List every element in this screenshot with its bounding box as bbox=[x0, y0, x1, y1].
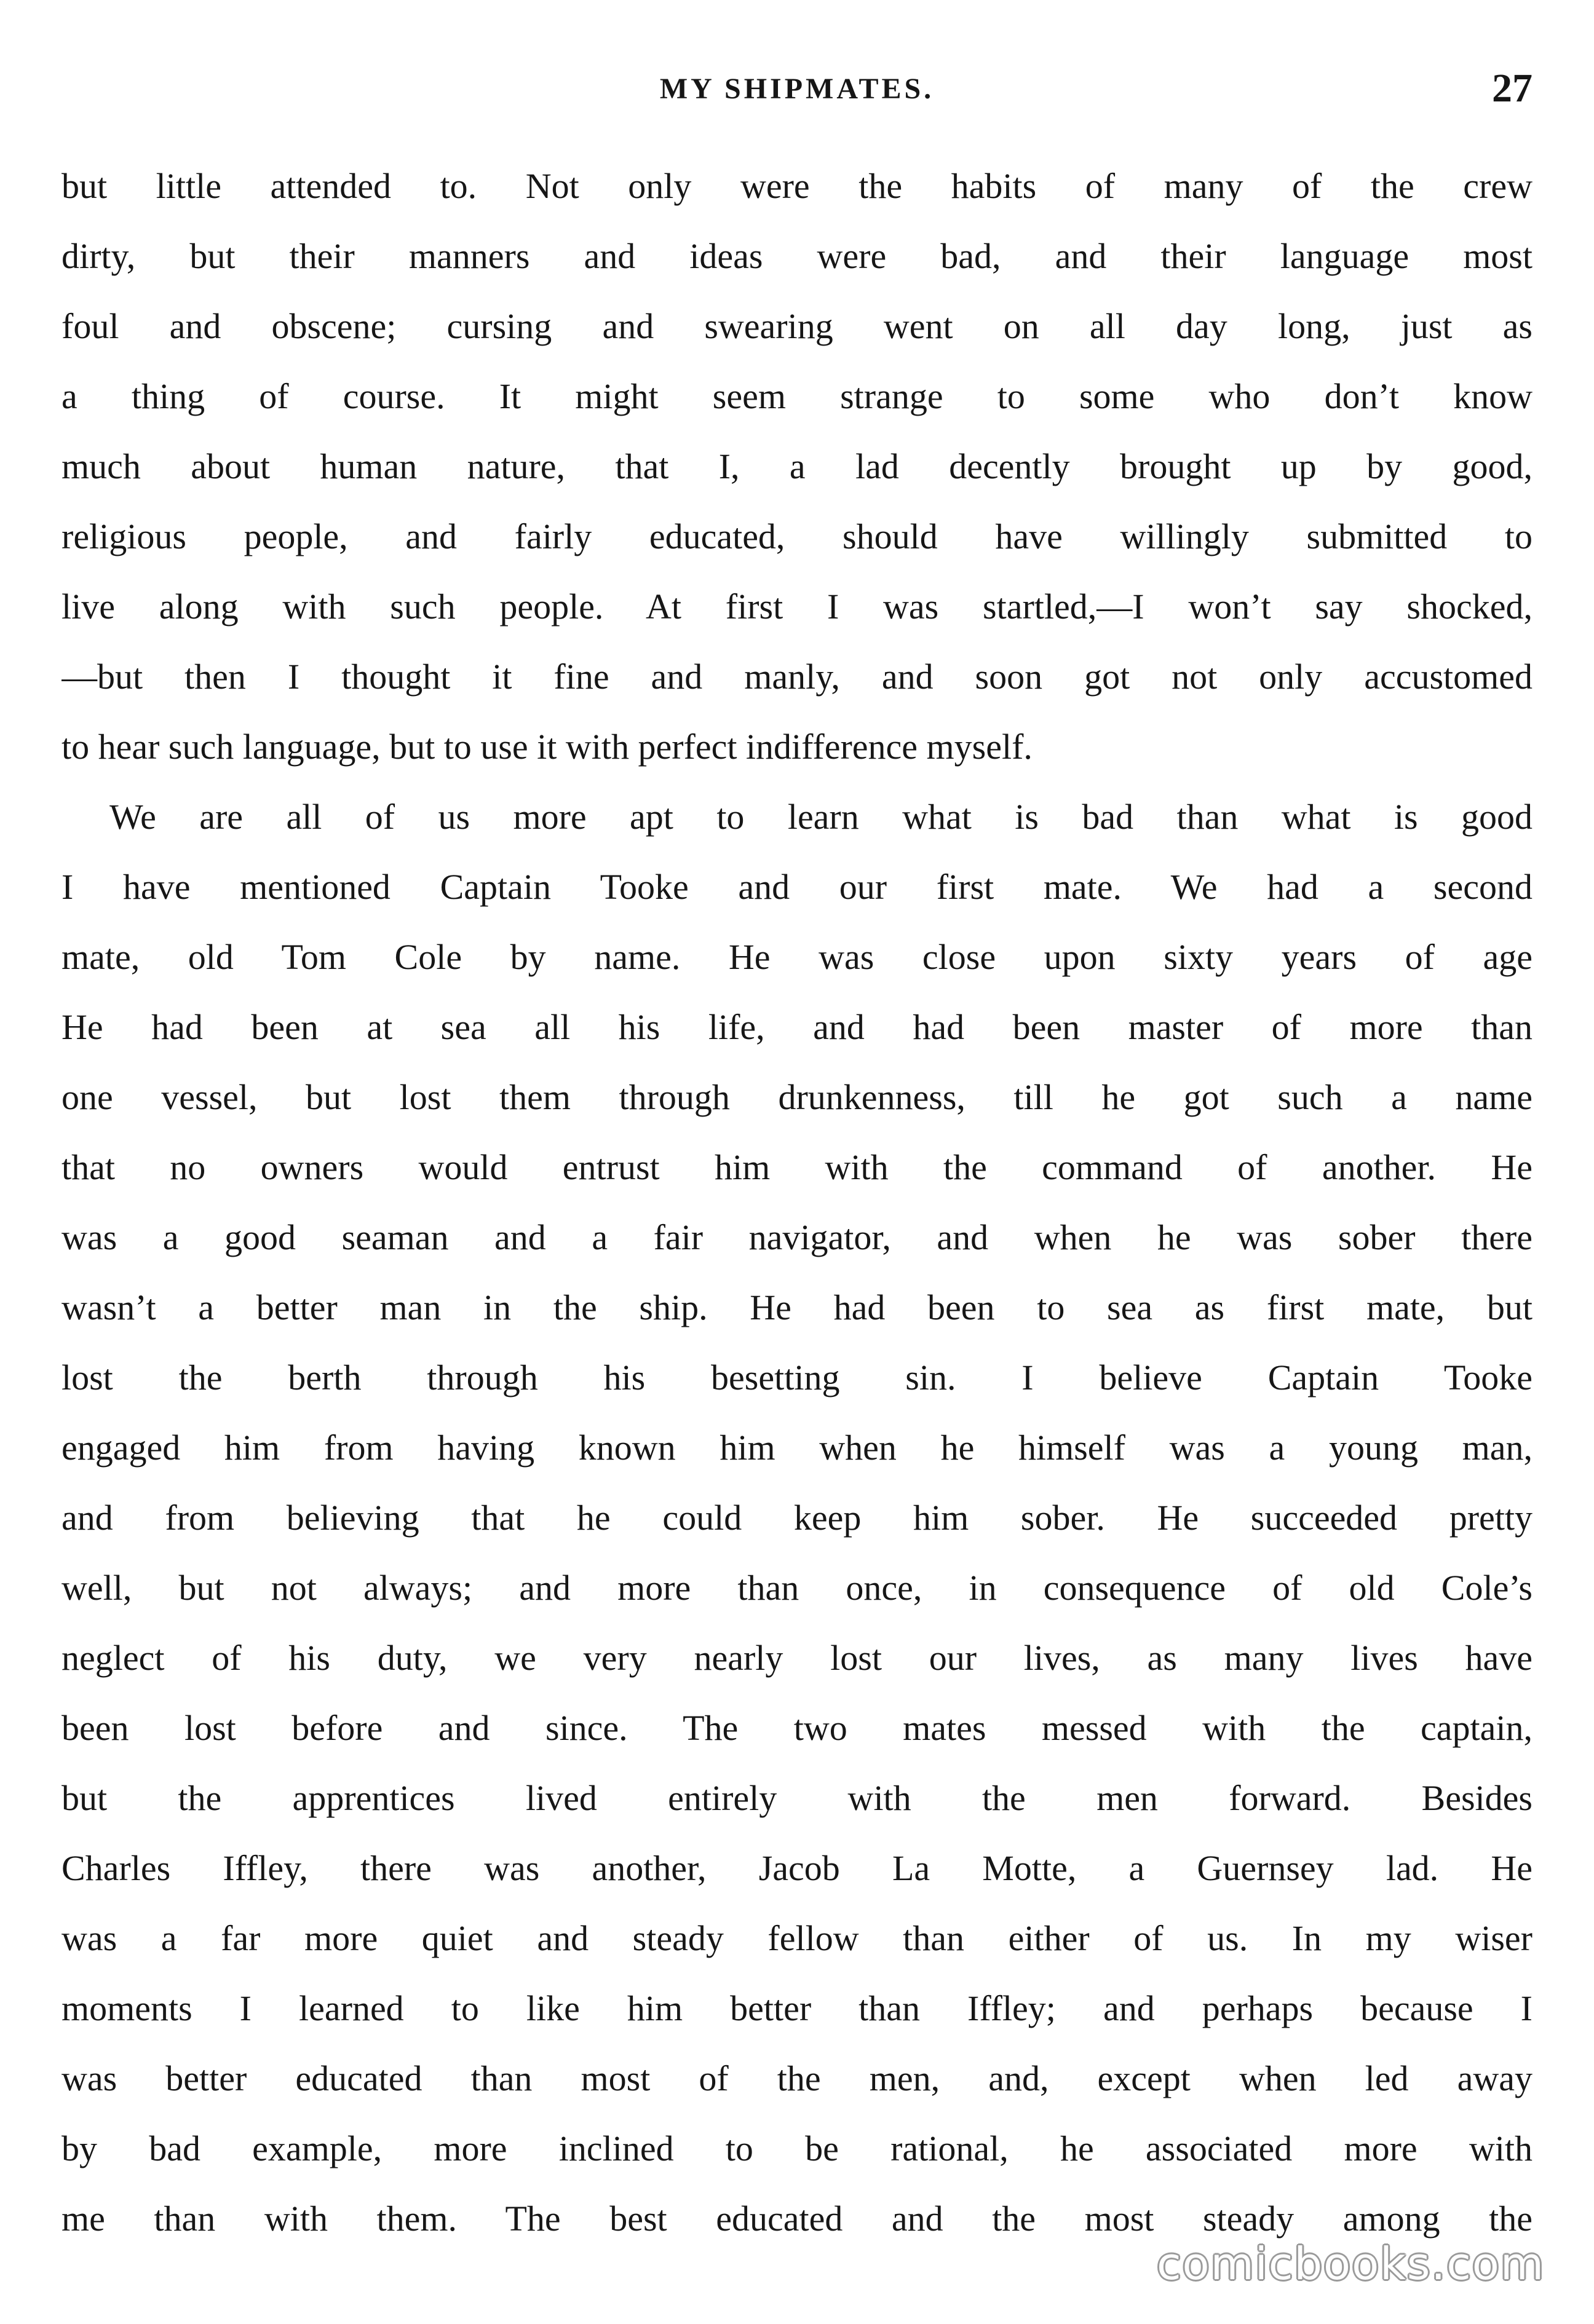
text-line: well, but not always; and more than once, in consequence of old Cole’s bbox=[61, 1568, 1533, 1608]
text-line: by bad example, more inclined to be rational, he associated more with bbox=[61, 2128, 1533, 2168]
text-line: mate, old Tom Cole by name. He was close upon sixty years of age bbox=[61, 937, 1533, 977]
text-line: but the apprentices lived entirely with the men forward. Besides bbox=[61, 1778, 1533, 1818]
body-text bbox=[61, 151, 1533, 2254]
text-line: religious people, and fairly educated, should have willingly submitted to bbox=[61, 516, 1533, 556]
text-line: moments I learned to like him better than Iffley; and perhaps because I bbox=[61, 1988, 1533, 2028]
paragraph-end-line: to hear such language, but to use it with perfect indifference myself. bbox=[61, 727, 1033, 767]
text-line: neglect of his duty, we very nearly lost our lives, as many lives have bbox=[61, 1638, 1533, 1678]
text-line: Charles Iffley, there was another, Jacob La Motte, a Guernsey lad. He bbox=[61, 1848, 1533, 1888]
page-number: 27 bbox=[1492, 66, 1533, 111]
text-line: foul and obscene; cursing and swearing went on all day long, just as bbox=[61, 306, 1533, 346]
text-line: and from believing that he could keep him sober. He succeeded pretty bbox=[61, 1498, 1533, 1538]
text-line: me than with them. The best educated and the most steady among the bbox=[61, 2199, 1533, 2239]
text-line: but little attended to. Not only were the habits of many of the crew bbox=[61, 166, 1533, 206]
text-line: one vessel, but lost them through drunkenness, till he got such a name bbox=[61, 1077, 1533, 1117]
text-line: wasn’t a better man in the ship. He had been to sea as first mate, but bbox=[61, 1287, 1533, 1327]
text-line: He had been at sea all his life, and had been master of more than bbox=[61, 1007, 1533, 1047]
paragraph-start-line: We are all of us more apt to learn what is bad than what is good bbox=[109, 797, 1533, 837]
running-header bbox=[61, 68, 1533, 117]
text-line: live along with such people. At first I was startled,—I won’t say shocked, bbox=[61, 587, 1533, 626]
text-line: much about human nature, that I, a lad decently brought up by good, bbox=[61, 446, 1533, 486]
text-line: lost the berth through his besetting sin. I believe Captain Tooke bbox=[61, 1358, 1533, 1397]
text-line: that no owners would entrust him with the command of another. He bbox=[61, 1147, 1533, 1187]
watermark: comicbooks.com bbox=[1156, 2238, 1545, 2290]
text-line: been lost before and since. The two mates messed with the captain, bbox=[61, 1708, 1533, 1748]
text-line: I have mentioned Captain Tooke and our first mate. We had a second bbox=[61, 867, 1533, 907]
text-line: engaged him from having known him when he himself was a young man, bbox=[61, 1428, 1533, 1468]
text-line: dirty, but their manners and ideas were bad, and their language most bbox=[61, 236, 1533, 276]
text-line: was a good seaman and a fair navigator, and when he was sober there bbox=[61, 1217, 1533, 1257]
text-line: —but then I thought it fine and manly, and soon got not only accustomed bbox=[61, 657, 1533, 697]
text-line: a thing of course. It might seem strange to some who don’t know bbox=[61, 376, 1533, 416]
running-title: MY SHIPMATES. bbox=[659, 73, 935, 105]
text-line: was a far more quiet and steady fellow than either of us. In my wiser bbox=[61, 1918, 1533, 1958]
text-line: was better educated than most of the men, and, except when led away bbox=[61, 2058, 1533, 2098]
